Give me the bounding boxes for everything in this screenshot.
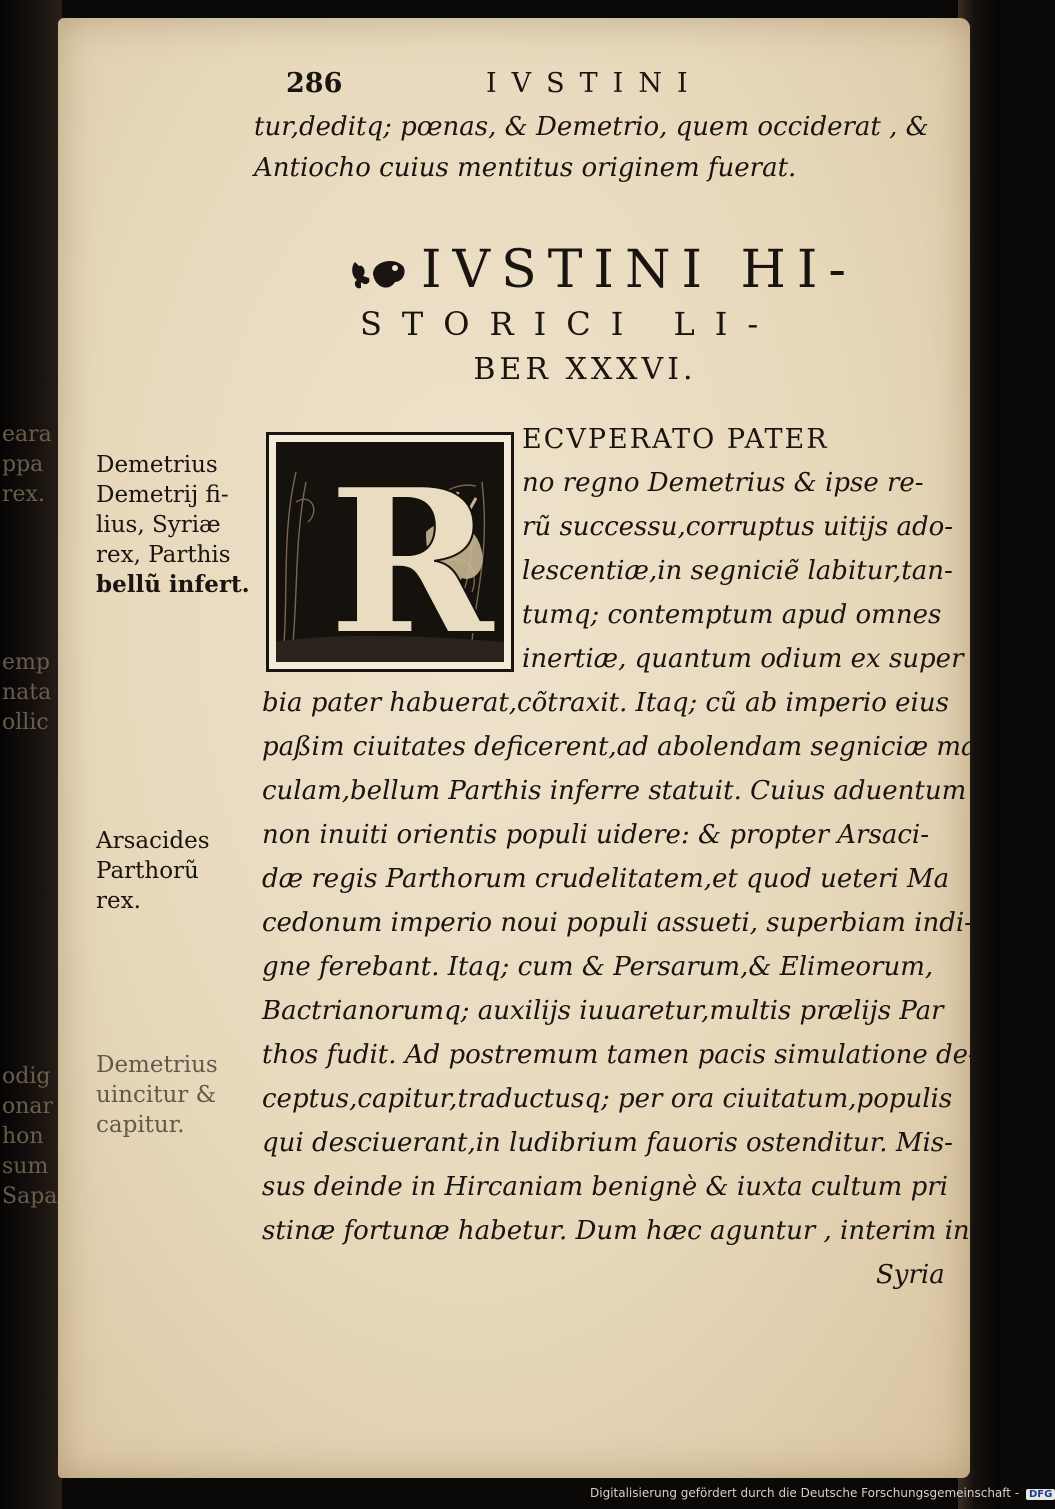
dfg-logo-icon: DFG <box>1026 1489 1055 1500</box>
bleed-line: emp <box>2 650 50 675</box>
credit-text: Digitalisierung gefördert durch die Deutsche Forschungsgemeinschaft - <box>590 1486 1020 1500</box>
text-line: qui desciuerant,in ludibrium fauoris ostenditur. Mis- <box>262 1128 953 1158</box>
digitization-credit <box>590 1486 1055 1500</box>
bleed-through-block-1 <box>2 420 52 510</box>
bleed-line: ollic <box>2 710 49 735</box>
marginal-note-line: rex. <box>96 888 141 914</box>
bleed-line: sum <box>2 1154 49 1179</box>
text-line: dæ regis Parthorum crudelitatem,et quod ueteri Ma <box>262 864 950 894</box>
bleed-line: eara <box>2 422 52 447</box>
book-title-line-2: STORICI LI- <box>360 305 779 343</box>
running-head: IVSTINI <box>486 68 703 99</box>
marginal-note-3 <box>96 1050 218 1140</box>
bleed-line: ppa <box>2 452 44 477</box>
page-number: 286 <box>286 68 343 99</box>
text-line: culam,bellum Parthis inferre statuit. Cuius aduentum <box>262 776 967 806</box>
text-line: tur,deditq; pœnas, & Demetrio, quem occiderat , & <box>254 112 929 142</box>
page-header <box>286 68 976 108</box>
text-line: thos fudit. Ad postremum tamen pacis simulatione de- <box>262 1040 977 1070</box>
marginal-note-1 <box>96 450 250 600</box>
marginal-note-line: capitur. <box>96 1112 185 1138</box>
text-line: non inuiti orientis populi uidere: & propter Arsaci- <box>262 820 929 850</box>
marginal-note-line: Parthorũ <box>96 858 199 884</box>
book-title-text: IVSTINI HI- <box>421 240 857 300</box>
marginal-note-line: Arsacides <box>96 828 210 854</box>
text-line: ceptus,capitur,traductusq; per ora ciuitatum,populis <box>262 1084 953 1114</box>
text-line: Bactrianorumq; auxilijs iuuaretur,multis prælijs Par <box>262 996 944 1026</box>
bleed-through-block-2 <box>2 648 51 738</box>
text-line: rũ successu,corruptus uitijs ado- <box>522 512 954 542</box>
marginal-note-line: Demetrij fi- <box>96 482 229 508</box>
marginal-note-2 <box>96 826 210 916</box>
text-line: tumq; contemptum apud omnes <box>522 600 942 630</box>
catchword: Syria <box>876 1260 945 1290</box>
text-line: stinæ fortunæ habetur. Dum hæc aguntur , interim in <box>262 1216 970 1246</box>
marginal-note-line: lius, Syriæ <box>96 512 221 538</box>
initial-letter: R <box>328 445 495 680</box>
bleed-line: Sapa <box>2 1184 58 1209</box>
marginal-note-line: rex, Parthis <box>96 542 231 568</box>
bleed-line: onar <box>2 1094 54 1119</box>
text-line: cedonum imperio noui populi assueti, superbiam indi- <box>262 908 973 938</box>
woodcut-initial <box>266 432 514 680</box>
marginal-note-line: bellũ infert. <box>96 571 250 598</box>
left-book-edge <box>0 0 62 1509</box>
text-line: gne ferebant. Itaq; cum & Persarum,& Elimeorum, <box>262 952 934 982</box>
text-line: no regno Demetrius & ipse re- <box>522 468 924 498</box>
text-line: inertiæ, quantum odium ex super <box>522 644 964 674</box>
bleed-through-block-3 <box>2 1062 57 1212</box>
text-line: paßim ciuitates deficerent,ad abolendam segniciæ ma <box>262 732 977 762</box>
text-line: sus deinde in Hircaniam benignè & iuxta cultum pri <box>262 1172 948 1202</box>
text-line: ECVPERATO PATER <box>522 424 829 455</box>
marginal-note-line: uincitur & <box>96 1082 217 1108</box>
bleed-line: nata <box>2 680 52 705</box>
fleuron-icon <box>349 252 407 296</box>
marginal-note-line: Demetrius <box>96 452 218 478</box>
text-line: lescentiæ,in segniciẽ labitur,tan- <box>522 556 953 586</box>
text-line: bia pater habuerat,cõtraxit. Itaq; cũ ab imperio eius <box>262 688 949 718</box>
book-title-line-1 <box>278 240 928 300</box>
book-title-line-3: BER XXXVI. <box>473 352 697 387</box>
text-line: Antiocho cuius mentitus originem fuerat. <box>254 153 797 183</box>
bleed-line: hon <box>2 1124 44 1149</box>
bleed-line: rex. <box>2 482 45 507</box>
woodcut-initial-R-icon <box>276 442 504 680</box>
bleed-line: odig <box>2 1064 51 1089</box>
marginal-note-line: Demetrius <box>96 1052 218 1078</box>
